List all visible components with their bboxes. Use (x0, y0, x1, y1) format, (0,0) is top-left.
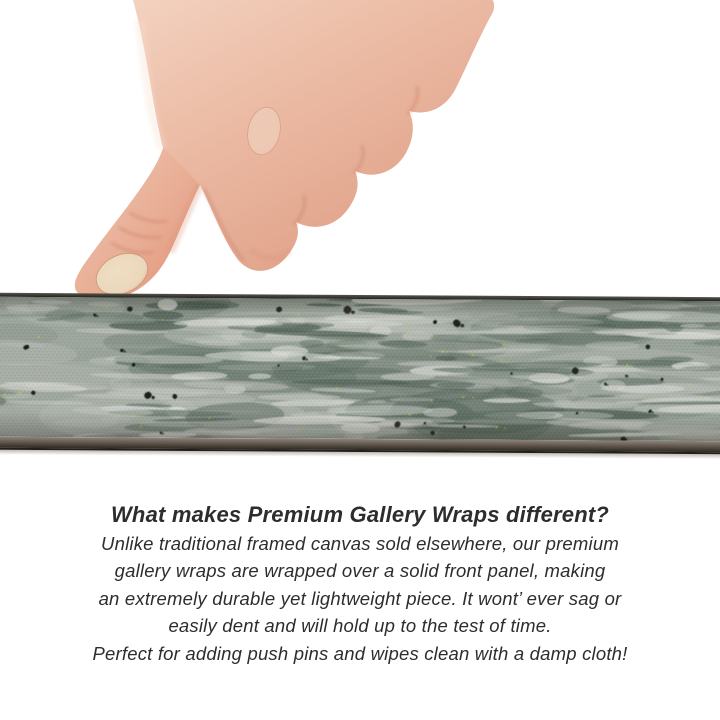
hand-pressing-photo (0, 0, 720, 310)
caption (30, 500, 690, 667)
canvas-wrap-edge (0, 293, 720, 459)
caption-line-3: an extremely durable yet lightweight piece. It wont’ ever sag or (98, 587, 622, 609)
caption-line-2: gallery wraps are wrapped over a solid front panel, making (114, 560, 606, 582)
canvas-texture (0, 297, 720, 441)
caption-line-4: easily dent and will hold up to the test of time. (168, 615, 552, 637)
caption-line-5: Perfect for adding push pins and wipes clean with a damp cloth! (92, 642, 628, 664)
caption-line-1: Unlike traditional framed canvas sold elsewhere, our premium (101, 533, 619, 554)
caption-heading: What makes Premium Gallery Wraps different? (110, 502, 610, 527)
